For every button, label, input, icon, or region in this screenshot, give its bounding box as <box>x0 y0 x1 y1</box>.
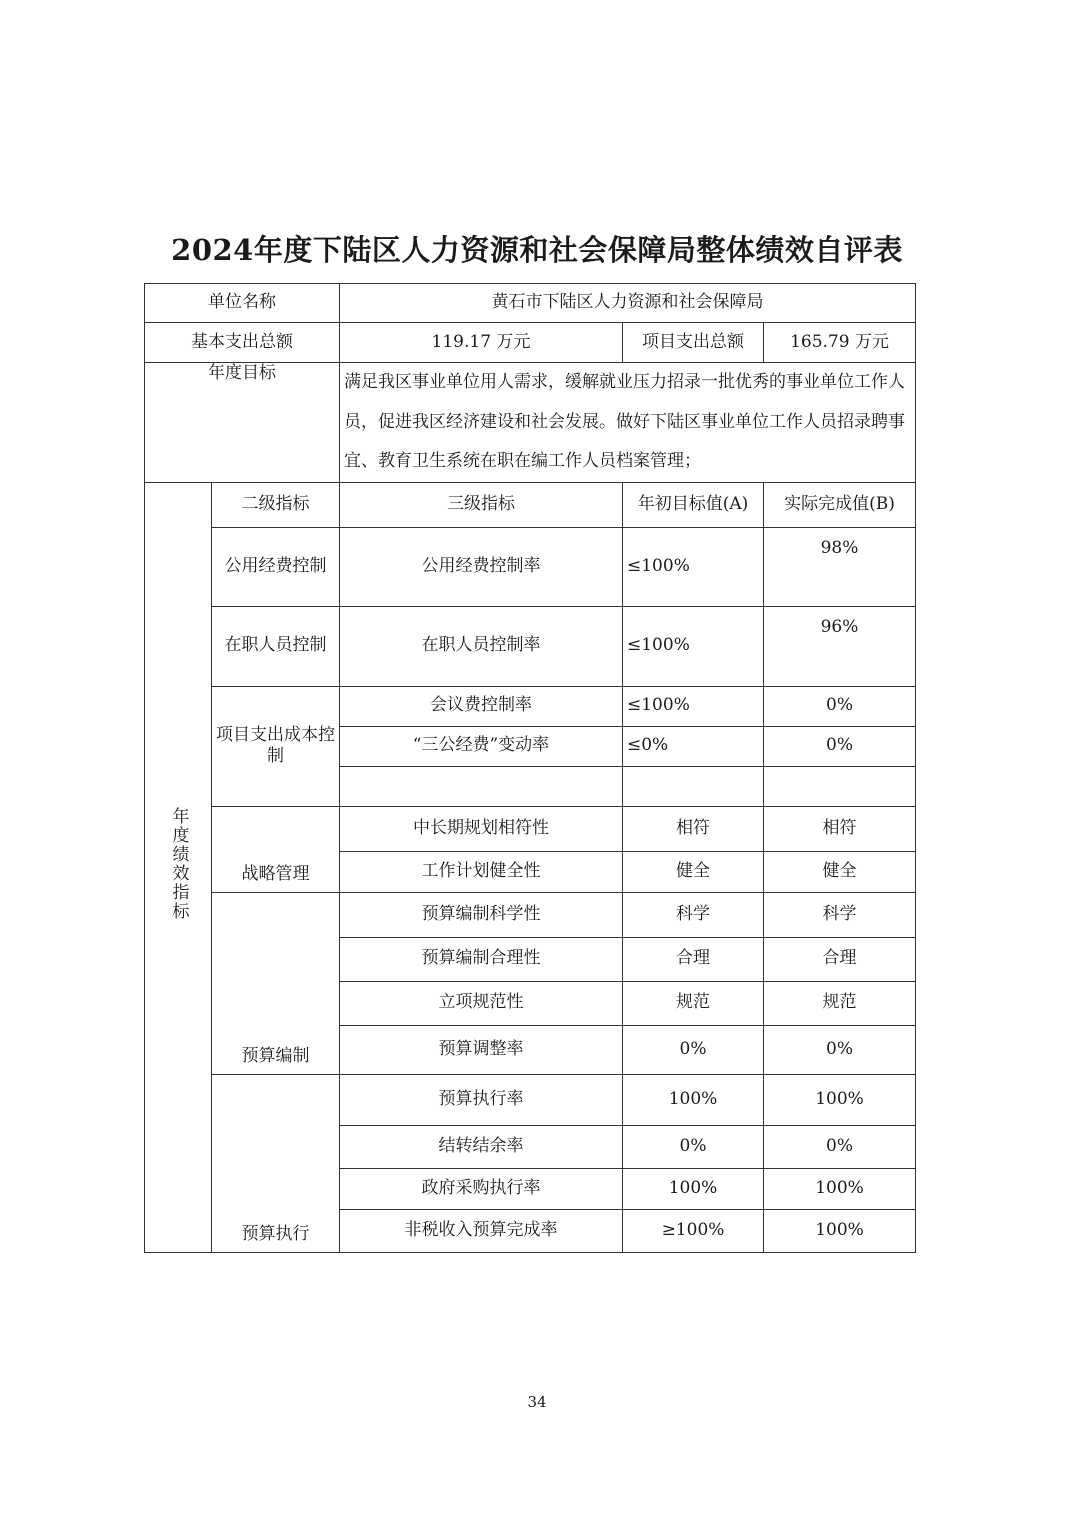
target-value: 0% <box>623 1025 764 1074</box>
performance-table <box>144 283 916 1253</box>
actual-value: 100% <box>764 1209 916 1252</box>
page-number: 34 <box>527 1393 547 1411</box>
section-label: 年度绩效指标 <box>168 806 189 921</box>
basic-expense-label: 基本支出总额 <box>145 323 340 363</box>
indicator-name: 结转结余率 <box>340 1125 623 1168</box>
header-level2: 二级指标 <box>212 482 340 527</box>
project-expense-value: 165.79 万元 <box>764 323 916 363</box>
target-value: 100% <box>623 1168 764 1209</box>
header-target: 年初目标值(A) <box>623 482 764 527</box>
page-title: 2024年度下陆区人力资源和社会保障局整体绩效自评表 <box>171 233 903 267</box>
target-value: ≤100% <box>623 606 764 686</box>
actual-value: 0% <box>764 726 916 766</box>
actual-value: 0% <box>764 1025 916 1074</box>
group-name: 战略管理 <box>212 806 340 892</box>
actual-value: 100% <box>764 1074 916 1125</box>
unit-value: 黄石市下陆区人力资源和社会保障局 <box>340 284 916 323</box>
budget-row <box>145 323 916 363</box>
indicator-name: 在职人员控制率 <box>340 606 623 686</box>
actual-value: 合理 <box>764 937 916 981</box>
header-level3: 三级指标 <box>340 482 623 527</box>
header-actual: 实际完成值(B) <box>764 482 916 527</box>
target-value: 0% <box>623 1125 764 1168</box>
project-expense-label: 项目支出总额 <box>623 323 764 363</box>
actual-value: 100% <box>764 1168 916 1209</box>
actual-value: 0% <box>764 1125 916 1168</box>
indicator-name: 会议费控制率 <box>340 686 623 726</box>
target-value: ≤0% <box>623 726 764 766</box>
unit-label: 单位名称 <box>145 284 340 323</box>
basic-expense-value: 119.17 万元 <box>340 323 623 363</box>
indicator-name <box>340 766 623 806</box>
table-row <box>145 527 916 606</box>
group-name: 预算编制 <box>212 892 340 1074</box>
table-row <box>145 1074 916 1125</box>
indicator-name: 预算编制科学性 <box>340 892 623 937</box>
indicator-name: 非税收入预算完成率 <box>340 1209 623 1252</box>
table-row <box>145 806 916 851</box>
section-label-cell <box>145 482 212 1252</box>
indicator-name: 预算调整率 <box>340 1025 623 1074</box>
group-name: 在职人员控制 <box>212 606 340 686</box>
unit-row <box>145 284 916 323</box>
actual-value: 0% <box>764 686 916 726</box>
indicator-name: 预算编制合理性 <box>340 937 623 981</box>
target-value: 规范 <box>623 981 764 1025</box>
indicator-name: “三公经费”变动率 <box>340 726 623 766</box>
actual-value: 科学 <box>764 892 916 937</box>
actual-value <box>764 766 916 806</box>
indicator-name: 中长期规划相符性 <box>340 806 623 851</box>
table-row <box>145 892 916 937</box>
actual-value: 规范 <box>764 981 916 1025</box>
actual-value: 相符 <box>764 806 916 851</box>
target-value: ≥100% <box>623 1209 764 1252</box>
actual-value: 健全 <box>764 851 916 892</box>
goal-text: 满足我区事业单位用人需求，缓解就业压力招录一批优秀的事业单位工作人员，促进我区经济建设和社会发展。做好下陆区事业单位工作人员招录聘事宜、教育卫生系统在职在编工作人员档案管理； <box>340 363 916 483</box>
target-value: 科学 <box>623 892 764 937</box>
group-name: 预算执行 <box>212 1074 340 1252</box>
target-value <box>623 766 764 806</box>
target-value: 相符 <box>623 806 764 851</box>
indicator-name: 工作计划健全性 <box>340 851 623 892</box>
indicator-name: 预算执行率 <box>340 1074 623 1125</box>
goal-label: 年度目标 <box>145 363 340 483</box>
target-value: 健全 <box>623 851 764 892</box>
table-row <box>145 686 916 726</box>
target-value: ≤100% <box>623 527 764 606</box>
group-name: 公用经费控制 <box>212 527 340 606</box>
actual-value: 98% <box>764 527 916 606</box>
group-name: 项目支出成本控制 <box>212 686 340 806</box>
table-row <box>145 606 916 686</box>
target-value: 100% <box>623 1074 764 1125</box>
actual-value: 96% <box>764 606 916 686</box>
goal-row <box>145 363 916 483</box>
indicator-name: 立项规范性 <box>340 981 623 1025</box>
target-value: ≤100% <box>623 686 764 726</box>
indicator-name: 政府采购执行率 <box>340 1168 623 1209</box>
indicator-header-row <box>145 482 916 527</box>
indicator-name: 公用经费控制率 <box>340 527 623 606</box>
target-value: 合理 <box>623 937 764 981</box>
